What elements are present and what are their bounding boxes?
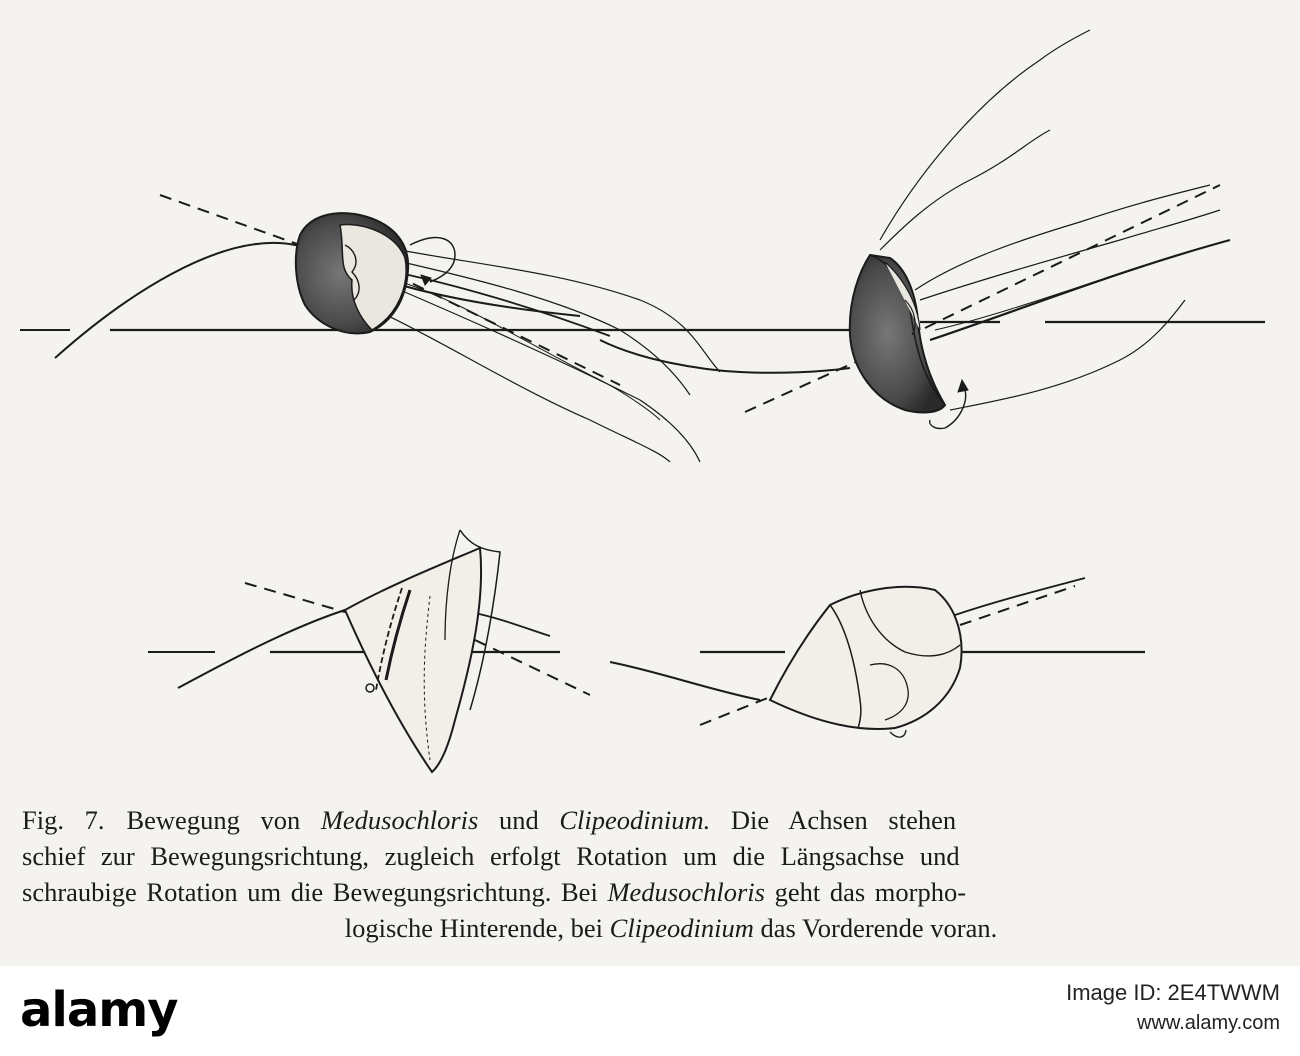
medusochloris-figure <box>20 195 850 462</box>
caption-line-2: schief zur Bewegungsrichtung, zugleich erfolgt Rotation um die Längsachse und <box>22 841 960 871</box>
body-axis-dashed <box>245 583 345 612</box>
clipeodinium-figure <box>745 30 1265 428</box>
helical-path <box>610 662 760 700</box>
medusochloris-lateral-figure <box>148 530 590 772</box>
brand-logo: alamy <box>20 982 178 1038</box>
helical-path <box>178 610 345 688</box>
flagellum <box>880 30 1090 240</box>
caption-line-3: schraubige Rotation um die Bewegungsrichtung. Bei Medusochloris geht das morpho- <box>22 877 967 907</box>
figure-label: Fig. 7. <box>22 805 105 835</box>
stock-banner <box>0 966 1300 1056</box>
cell-body <box>345 548 481 772</box>
body-axis-dashed <box>700 695 775 725</box>
helical-path <box>930 240 1230 340</box>
figure-caption <box>22 802 1280 946</box>
stock-info <box>1066 978 1280 1038</box>
body-axis-dashed <box>160 195 300 245</box>
caption-line-1: Fig. 7. Bewegung von Medusochloris und Clipeodinium. Die Achsen stehen <box>22 805 957 835</box>
image-id-text: Image ID: 2E4TWWM <box>1066 980 1280 1005</box>
body-axis-dashed <box>745 360 860 412</box>
clipeodinium-lateral-figure <box>610 578 1145 737</box>
caption-line-4: logische Hinterende, bei Clipeodinium das Vorderende voran. <box>344 913 998 943</box>
stock-url-link[interactable]: www.alamy.com <box>1137 1012 1280 1034</box>
